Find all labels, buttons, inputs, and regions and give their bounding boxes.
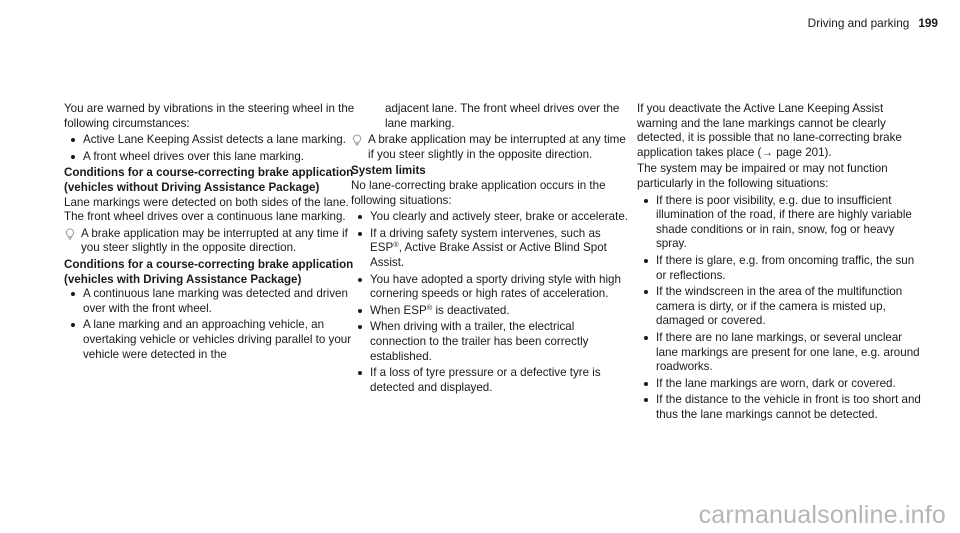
continuation-paragraph: adjacent lane. The front wheel drives over the lane marking. bbox=[385, 102, 620, 130]
lightbulb-icon bbox=[351, 134, 363, 146]
note-text: A brake application may be interrupted at any time if you steer slightly in the opposite direction. bbox=[368, 133, 626, 161]
column-2 bbox=[351, 102, 633, 395]
list-item: You have adopted a sporty driving style with high cornering speeds or high rates of acceleration. bbox=[351, 273, 633, 302]
bullet-list bbox=[637, 194, 921, 423]
list-item: If there is poor visibility, e.g. due to insufficient illumination of the road, if there are highly variable shade conditions or in rain, snow, fog or heavy spray. bbox=[637, 194, 921, 252]
list-item: When driving with a trailer, the electrical connection to the trailer has been correctly established. bbox=[351, 320, 633, 364]
note-text: A brake application may be interrupted at any time if you steer slightly in the opposite direction. bbox=[81, 226, 348, 255]
list-item bbox=[351, 304, 633, 319]
registered-mark: ® bbox=[426, 302, 433, 312]
paragraph: No lane-correcting brake application occurs in the following situations: bbox=[351, 178, 606, 207]
list-item-text: When ESP bbox=[370, 303, 427, 317]
list-item: If there are no lane markings, or several unclear lane markings are present for one lane, e.g. around roadworks. bbox=[637, 331, 921, 375]
list-item bbox=[351, 227, 633, 271]
registered-mark: ® bbox=[393, 240, 399, 250]
page-header bbox=[808, 16, 938, 31]
list-item-text: If a driving safety system intervenes, such as ESP bbox=[370, 226, 601, 255]
list-item: If the windscreen in the area of the multifunction camera is dirty, or if the camera is misted up, damaged or covered. bbox=[637, 285, 921, 329]
column-1 bbox=[64, 102, 358, 362]
page-number: 199 bbox=[918, 16, 938, 30]
list-item: If a loss of tyre pressure or a defective tyre is detected and displayed. bbox=[351, 366, 633, 395]
list-item: You clearly and actively steer, brake or accelerate. bbox=[351, 210, 633, 225]
list-item: If the lane markings are worn, dark or covered. bbox=[637, 377, 921, 392]
lightbulb-icon bbox=[64, 228, 76, 240]
intro-bullet-list bbox=[64, 133, 358, 164]
paragraph: Lane markings were detected on both sides of the lane. The front wheel drives over a continuous lane marking. bbox=[64, 195, 349, 224]
watermark: carmanualsonline.info bbox=[698, 501, 946, 529]
list-item-text: is deactivated. bbox=[432, 303, 510, 317]
paragraph: If you deactivate the Active Lane Keeping Assist warning and the lane markings cannot be clearly detected, it is possible that no lane-correcting brake application takes place (→ page 201). bbox=[637, 102, 902, 159]
section-title: Driving and parking bbox=[807, 16, 910, 30]
list-item: If there is glare, e.g. from oncoming traffic, the sun or reflections. bbox=[637, 254, 921, 283]
paragraph: The system may be impaired or may not function particularly in the following situations: bbox=[637, 162, 888, 190]
bullet-list bbox=[64, 287, 358, 362]
note bbox=[64, 227, 358, 256]
list-item: A front wheel drives over this lane marking. bbox=[64, 150, 358, 165]
column-3 bbox=[637, 102, 921, 422]
section-heading: System limits bbox=[351, 164, 426, 178]
bullet-list bbox=[351, 210, 633, 395]
list-item-text: , Active Brake Assist or Active Blind Spot Assist. bbox=[370, 241, 607, 269]
list-item: Active Lane Keeping Assist detects a lane marking. bbox=[64, 133, 358, 148]
intro-paragraph: You are warned by vibrations in the steering wheel in the following circumstances: bbox=[64, 102, 355, 130]
section-heading: Conditions for a course-correcting brake application (vehicles without Driving Assistance Package) bbox=[64, 166, 354, 194]
list-item: A lane marking and an approaching vehicle, an overtaking vehicle or vehicles driving parallel to your vehicle were detected in the bbox=[64, 318, 358, 362]
list-item: A continuous lane marking was detected and driven over with the front wheel. bbox=[64, 287, 358, 316]
note bbox=[351, 133, 633, 162]
list-item: If the distance to the vehicle in front is too short and thus the lane markings cannot be detected. bbox=[637, 393, 921, 422]
section-heading: Conditions for a course-correcting brake application (vehicles with Driving Assistance Package) bbox=[64, 257, 354, 286]
